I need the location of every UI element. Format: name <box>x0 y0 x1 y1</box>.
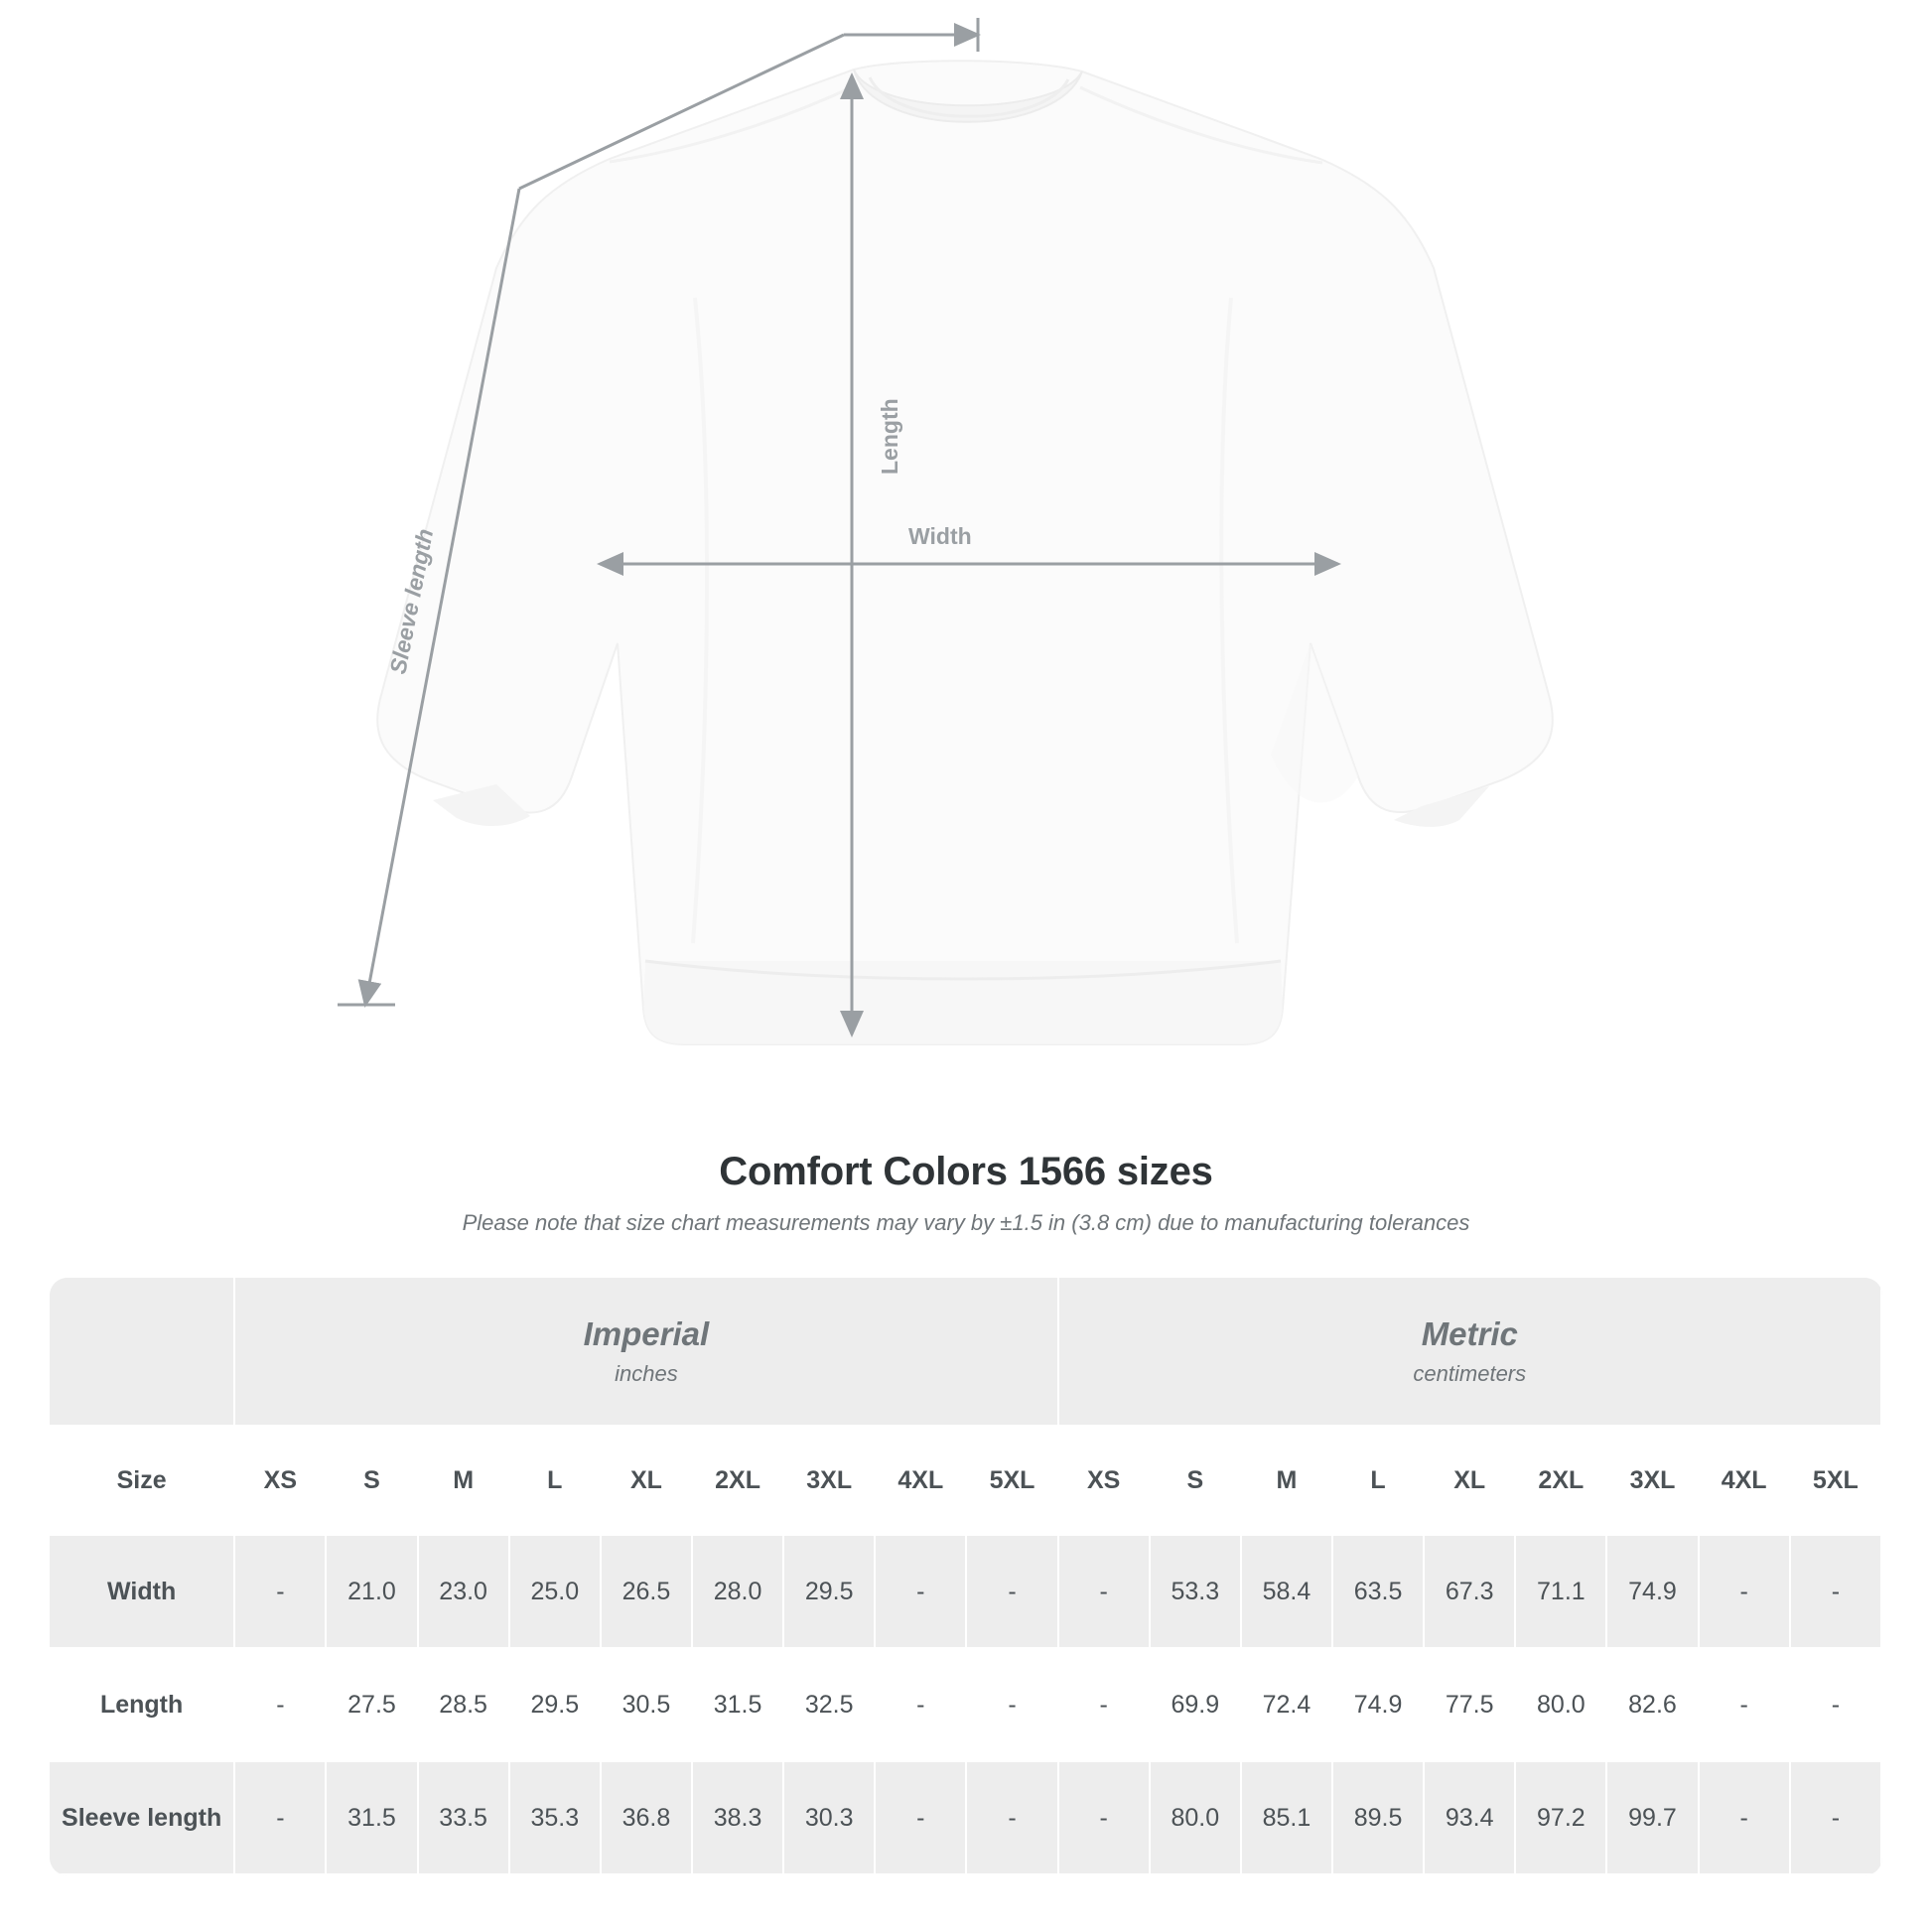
row-label-length: Length <box>50 1648 234 1761</box>
size-header-cell: S <box>326 1426 417 1535</box>
page-title: Comfort Colors 1566 sizes <box>719 1150 1213 1193</box>
table-row <box>50 1761 1881 1874</box>
cell: 71.1 <box>1515 1535 1606 1648</box>
tolerance-note: Please note that size chart measurements may vary by ±1.5 in (3.8 cm) due to manufacturing tolerances <box>462 1210 1470 1235</box>
cell: - <box>875 1535 966 1648</box>
size-header-cell: 4XL <box>875 1426 966 1535</box>
cell: - <box>234 1535 326 1648</box>
cell: - <box>875 1648 966 1761</box>
row-label-width: Width <box>50 1535 234 1648</box>
cell: 74.9 <box>1332 1648 1424 1761</box>
cell: 38.3 <box>692 1761 783 1874</box>
size-header-row <box>50 1426 1881 1535</box>
table-row <box>50 1535 1881 1648</box>
cell: 67.3 <box>1424 1535 1515 1648</box>
unit-header-imperial <box>234 1278 1057 1426</box>
cell: 82.6 <box>1606 1648 1698 1761</box>
cell: 58.4 <box>1241 1535 1332 1648</box>
size-header-cell: XS <box>1058 1426 1150 1535</box>
cell: 80.0 <box>1515 1648 1606 1761</box>
size-header-cell: XS <box>234 1426 326 1535</box>
size-header-cell: M <box>1241 1426 1332 1535</box>
cell: - <box>234 1648 326 1761</box>
cell: - <box>966 1535 1057 1648</box>
size-header-cell: L <box>1332 1426 1424 1535</box>
cell: - <box>1058 1535 1150 1648</box>
unit-header-row <box>50 1278 1881 1426</box>
size-header-cell: 5XL <box>966 1426 1057 1535</box>
unit-name-imperial: Imperial <box>583 1315 710 1352</box>
cell: 93.4 <box>1424 1761 1515 1874</box>
cell: - <box>1790 1535 1881 1648</box>
cell: 28.0 <box>692 1535 783 1648</box>
cell: - <box>1699 1535 1790 1648</box>
width-label: Width <box>908 523 972 549</box>
unit-header-spacer <box>50 1278 234 1426</box>
sweatshirt-shape <box>377 61 1553 1044</box>
cell: 35.3 <box>509 1761 601 1874</box>
cell: 29.5 <box>509 1648 601 1761</box>
cell: - <box>1699 1648 1790 1761</box>
cell: 69.9 <box>1150 1648 1241 1761</box>
cell: - <box>966 1761 1057 1874</box>
length-label: Length <box>877 398 902 475</box>
cell: 80.0 <box>1150 1761 1241 1874</box>
unit-sub-imperial: inches <box>615 1361 678 1386</box>
cell: 30.5 <box>601 1648 692 1761</box>
size-header-cell: 3XL <box>1606 1426 1698 1535</box>
cell: - <box>1790 1761 1881 1874</box>
cell: 33.5 <box>418 1761 509 1874</box>
cell: 74.9 <box>1606 1535 1698 1648</box>
table-row <box>50 1648 1881 1761</box>
unit-sub-metric: centimeters <box>1413 1361 1527 1386</box>
row-label-sleeve-length: Sleeve length <box>50 1761 234 1874</box>
size-table <box>50 1278 1882 1875</box>
cell: - <box>966 1648 1057 1761</box>
unit-header-metric <box>1058 1278 1881 1426</box>
size-header-cell: 3XL <box>783 1426 875 1535</box>
cell: - <box>234 1761 326 1874</box>
cell: 77.5 <box>1424 1648 1515 1761</box>
cell: 97.2 <box>1515 1761 1606 1874</box>
size-header-cell: L <box>509 1426 601 1535</box>
cell: 29.5 <box>783 1535 875 1648</box>
cell: 30.3 <box>783 1761 875 1874</box>
cell: - <box>875 1761 966 1874</box>
size-header-cell: S <box>1150 1426 1241 1535</box>
cell: 31.5 <box>326 1761 417 1874</box>
cell: 27.5 <box>326 1648 417 1761</box>
cell: - <box>1058 1648 1150 1761</box>
size-header-cell: 2XL <box>692 1426 783 1535</box>
cell: 28.5 <box>418 1648 509 1761</box>
cell: - <box>1058 1761 1150 1874</box>
cell: 63.5 <box>1332 1535 1424 1648</box>
size-header-cell: 4XL <box>1699 1426 1790 1535</box>
size-header-cell: XL <box>1424 1426 1515 1535</box>
cell: - <box>1790 1648 1881 1761</box>
size-header-cell: XL <box>601 1426 692 1535</box>
sleeve-length-label: Sleeve length <box>384 526 439 676</box>
cell: 25.0 <box>509 1535 601 1648</box>
cell: 32.5 <box>783 1648 875 1761</box>
cell: 23.0 <box>418 1535 509 1648</box>
cell: 99.7 <box>1606 1761 1698 1874</box>
cell: 31.5 <box>692 1648 783 1761</box>
cell: 72.4 <box>1241 1648 1332 1761</box>
cell: 89.5 <box>1332 1761 1424 1874</box>
cell: 26.5 <box>601 1535 692 1648</box>
cell: 36.8 <box>601 1761 692 1874</box>
size-header-cell: 2XL <box>1515 1426 1606 1535</box>
size-header-cell: M <box>418 1426 509 1535</box>
size-table-container <box>50 1278 1882 1875</box>
title-block <box>0 1150 1932 1236</box>
cell: 85.1 <box>1241 1761 1332 1874</box>
cell: 21.0 <box>326 1535 417 1648</box>
cell: 53.3 <box>1150 1535 1241 1648</box>
cell: - <box>1699 1761 1790 1874</box>
unit-name-metric: Metric <box>1421 1315 1518 1352</box>
size-header-cell: 5XL <box>1790 1426 1881 1535</box>
size-header-label: Size <box>50 1426 234 1535</box>
